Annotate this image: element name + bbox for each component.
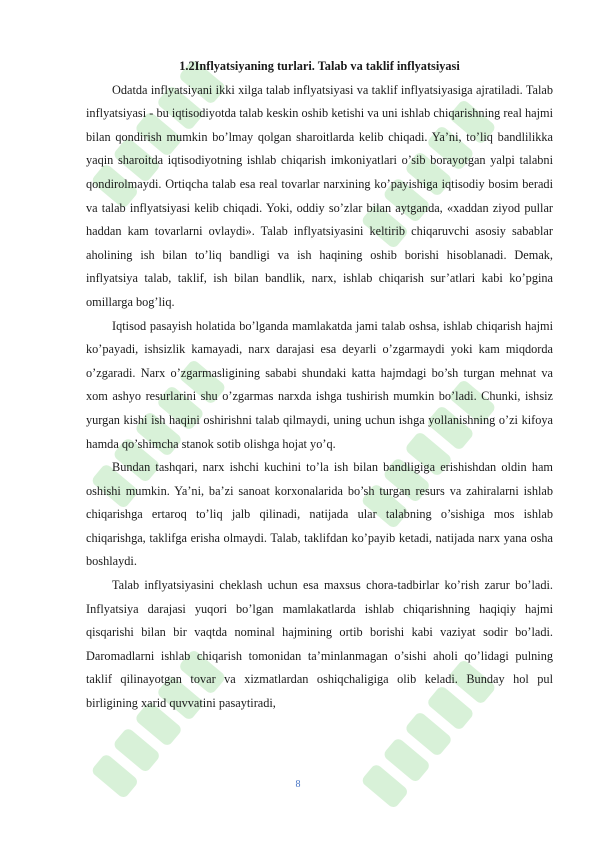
- paragraph-1: Odatda inflyatsiyani ikki xilga talab inflyatsiyasi va taklif inflyatsiyasiga ajratiladi. Talab inflyatsiyasi - bu iqtisodiyotda talab keskin oshib ketishi va uni ishlab chiqarishning real hajmi bilan qondirish mumkin bo’lmay qolgan sharoitlarda kelib chiqadi. Ya’ni, to’liq bandlilikka yaqin sharoitda iqtisodiyotning ishlab chiqarish imkoniyatlari o’sib borayotgan yalpi talabni qondirolmaydi. Ortiqcha talab esa real tovarlar narxining ko’payishiga iqtisodiy bosim beradi va talab inflyatsiyasi kelib chiqadi. Yoki, oddiy so’zlar bilan aytganda, «xaddan ziyod pullar haddan kam tovarlarni ovlaydi». Talab inflyatsiyasini keltirib chiqaruvchi asosiy sabablar aholining ish bilan to’liq bandligi va ish haqining oshib borishi hisoblanadi. Demak, inflyatsiya talab, taklif, ish bilan bandlik, narx, ishlab chiqarish sur’atlari kabi ko’pgina omillarga bog’liq.: [86, 82, 553, 309]
- section-heading: 1.2Inflyatsiyaning turlari. Talab va taklif inflyatsiyasi: [179, 59, 460, 73]
- document-body: [86, 55, 553, 716]
- paragraph-3: Bundan tashqari, narx ishchi kuchini to’la ish bilan bandligiga erishishdan oldin ham oshishi mumkin. Ya’ni, ba’zi sanoat korxonalarida bo’sh turgan resurs va zahiralarni ishlab chiqarishga ertaroq to’liq jalb qilinadi, natijada ular talabning o’sishiga mos ishlab chiqarishga, taklifga erisha olmaydi. Talab, taklifdan ko’payib ketadi, natijada narx yana osha boshlaydi.: [86, 460, 553, 569]
- page-number: 8: [295, 779, 301, 790]
- paragraph-4: Talab inflyatsiyasini cheklash uchun esa maxsus chora-tadbirlar ko’rish zarur bo’ladi. Inflyatsiya darajasi yuqori bo’lgan mamlakatlarda ishlab chiqarishning haqiqiy hajmi qisqarishi bilan bir vaqtda nominal hajmining ortib borishi kabi vaziyat sodir bo’ladi. Daromadlarni ishlab chiqarish tomonidan ta’minlanmagan o’sishi aholi qo’lidagi pulning taklif qilinayotgan tovar va xizmatlardan oshiqchaligiga olib keladi. Bunday hol pul birligining xarid quvvatini pasaytiradi,: [86, 578, 553, 711]
- paragraph-2: Iqtisod pasayish holatida bo’lganda mamlakatda jami talab oshsa, ishlab chiqarish hajmi ko’payadi, ishsizlik kamayadi, narx darajasi esa deyarli o’zgarmaydi yoki kam miqdorda o’zgaradi. Narx o’zgarmasligining sababi shundaki katta hajmdagi bo’sh turgan mehnat va xom ashyo resurlarini shu o’zgarmas narxda ishga tushirish mumkin bo’ladi. Chunki, ishsiz yurgan kishi ish haqini oshirishni talab qilmaydi, uning uchun ishga yollanishning o’zi kifoya hamda qo’shimcha stanok sotib olishga hojat yo’q.: [86, 318, 553, 451]
